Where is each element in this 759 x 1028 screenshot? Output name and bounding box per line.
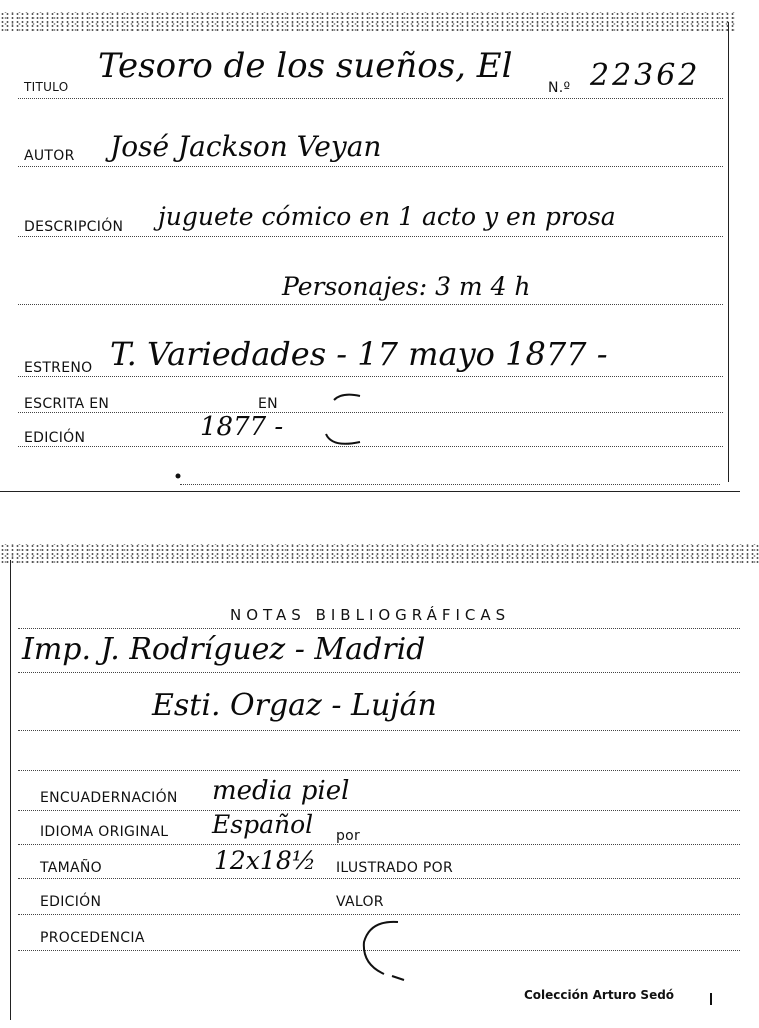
rule-line — [18, 236, 723, 237]
card-right-border — [728, 22, 729, 482]
size-value: 12x18½ — [214, 846, 316, 875]
por-label: por — [336, 828, 361, 844]
characters-value: Personajes: 3 m 4 h — [282, 272, 531, 301]
edition-label-back: EDICIÓN — [40, 894, 102, 910]
rule-line — [18, 304, 723, 305]
ink-dot — [174, 472, 182, 480]
edition-value: 1877 - — [200, 412, 284, 442]
rule-line — [18, 810, 740, 811]
description-label: DESCRIPCIÓN — [24, 219, 124, 235]
language-value: Español — [212, 810, 314, 839]
author-label: AUTOR — [24, 148, 75, 164]
written-label: ESCRITA EN — [24, 396, 110, 412]
rule-line — [18, 730, 740, 731]
catalog-card-back — [0, 540, 759, 1028]
binding-label: ENCUADERNACIÓN — [40, 790, 178, 806]
punch-hole-mark — [320, 390, 380, 450]
rule-line — [18, 98, 723, 99]
ink-tick — [708, 992, 714, 1006]
rule-line — [18, 914, 740, 915]
rule-line — [18, 166, 723, 167]
note-line-1: Imp. J. Rodríguez - Madrid — [22, 632, 426, 667]
title-label: TITULO — [24, 80, 69, 94]
card-bottom-border — [0, 491, 740, 492]
rule-line — [18, 844, 740, 845]
description-value: juguete cómico en 1 acto y en prosa — [158, 202, 616, 231]
number-value: 22362 — [590, 58, 701, 93]
edition-label: EDICIÓN — [24, 430, 86, 446]
scan-edge-noise — [0, 544, 759, 564]
language-label: IDIOMA ORIGINAL — [40, 824, 169, 840]
rule-line — [180, 484, 720, 485]
scan-edge-noise — [0, 12, 735, 32]
provenance-label: PROCEDENCIA — [40, 930, 145, 946]
rule-line — [18, 770, 740, 771]
in-label: EN — [258, 396, 278, 412]
illustrated-label: ILUSTRADO POR — [336, 860, 453, 876]
title-value: Tesoro de los sueños, El — [98, 46, 513, 86]
rule-line — [18, 628, 740, 629]
binding-value: media piel — [212, 776, 350, 806]
note-line-2: Esti. Orgaz - Luján — [152, 688, 437, 723]
section-heading: NOTAS BIBLIOGRÁFICAS — [230, 606, 511, 624]
author-value: José Jackson Veyan — [110, 130, 382, 163]
premiere-value: T. Variedades - 17 mayo 1877 - — [110, 335, 608, 373]
value-label: VALOR — [336, 894, 384, 910]
card-left-border — [10, 560, 11, 1020]
rule-line — [18, 672, 740, 673]
catalog-card-front — [0, 0, 759, 492]
size-label: TAMAÑO — [40, 860, 102, 876]
number-label: N.º — [548, 80, 571, 96]
rule-line — [18, 376, 723, 377]
collection-credit: Colección Arturo Sedó — [524, 988, 675, 1002]
punch-hole-mark — [354, 916, 418, 986]
rule-line — [18, 878, 740, 879]
premiere-label: ESTRENO — [24, 360, 93, 376]
